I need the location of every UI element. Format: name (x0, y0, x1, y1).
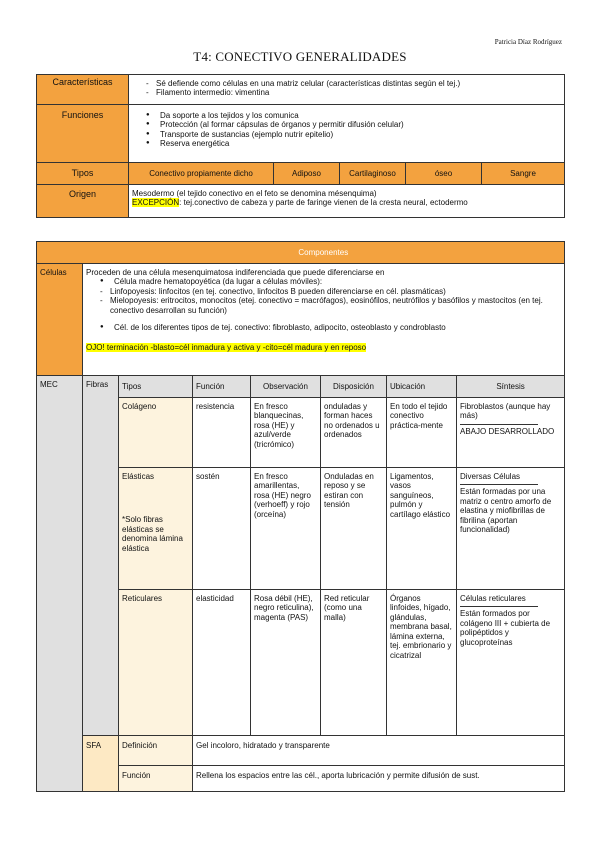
ojo-note: OJO! terminación -blasto=cél inmadura y activa y -cito=cél madura y en reposo (86, 342, 367, 352)
row-funciones (37, 105, 565, 163)
disposicion-cell: Red reticular (como una malla) (321, 590, 387, 736)
sintesis-body: Están formados por colágeno III + cubierta de polipéptidos y glucoproteínas (460, 609, 551, 647)
celulas-label: Células (37, 264, 83, 376)
ubicacion-cell: Órganos linfoides, hígado, glándulas, membrana basal, lámina externa, tej. embrionario y cicatrizal (387, 590, 457, 736)
sintesis-divider (460, 424, 538, 425)
exception-text: : tej.conectivo de cabeza y parte de faringe vienen de la cresta neural, ectodermo (179, 198, 468, 208)
observacion-cell: En fresco amarillentas, rosa (HE) negro (verhoeff) y rojo (orceína) (251, 468, 321, 590)
elasticas-note: *Solo fibras elásticas se denomina lámina elástica (122, 515, 183, 553)
sintesis-cell (457, 468, 565, 590)
tipo-sangre: Sangre (482, 163, 565, 185)
tipo-cartilaginoso: Cartilaginoso (340, 163, 406, 185)
funciones-content (129, 105, 565, 163)
col-sintesis: Síntesis (457, 376, 565, 398)
list-item: ● Transporte de sustancias (ejemplo nutrir epitelio) (146, 130, 561, 139)
funcion-value: Rellena los espacios entre las cél., aporta lubricación y permite difusión de sust. (193, 766, 565, 792)
definicion-value: Gel incoloro, hidratado y transparente (193, 736, 565, 766)
funcion-cell: resistencia (193, 398, 251, 468)
col-disposicion: Disposición (321, 376, 387, 398)
tipo-adiposo: Adiposo (274, 163, 340, 185)
fibras-label: Fibras (83, 376, 119, 736)
observacion-cell: Rosa débil (HE), negro reticulina), magenta (PAS) (251, 590, 321, 736)
author-name: Patricia Díaz Rodríguez (494, 38, 562, 46)
sintesis-divider (460, 484, 538, 485)
row-celulas (37, 264, 565, 376)
col-funcion: Función (193, 376, 251, 398)
exception-label: EXCEPCIÓN (132, 198, 180, 208)
observacion-cell: En fresco blanquecinas, rosa (HE) y azul/verde (tricrómico) (251, 398, 321, 468)
row-caracteristicas (37, 75, 565, 105)
overview-table (36, 74, 565, 218)
funcion-cell: sostén (193, 468, 251, 590)
sintesis-cell (457, 590, 565, 736)
origen-content (129, 185, 565, 218)
col-ubicacion: Ubicación (387, 376, 457, 398)
mec-label: MEC (37, 376, 83, 792)
sintesis-title: Fibroblastos (aunque hay más) (460, 402, 551, 421)
tipo-colageno: Colágeno (119, 398, 193, 468)
sintesis-body: ABAJO DESARROLLADO (460, 426, 555, 436)
funcion-label: Función (119, 766, 193, 792)
list-item: ● Célula madre hematopoyética (da lugar a células móviles): (100, 277, 561, 286)
components-header-row (37, 242, 565, 264)
disposicion-cell: onduladas y forman haces no ordenados u ordenados (321, 398, 387, 468)
list-item: ● Cél. de los diferentes tipos de tej. conectivo: fibroblasto, adipocito, osteoblasto y condroblasto (100, 323, 561, 332)
caracteristicas-content (129, 75, 565, 105)
components-table (36, 241, 565, 792)
celulas-intro: Proceden de una célula mesenquimatosa indiferenciada que puede diferenciarse en (86, 268, 385, 277)
funcion-cell: elasticidad (193, 590, 251, 736)
tipo-reticulares: Reticulares (119, 590, 193, 736)
col-tipos: Tipos (119, 376, 193, 398)
list-item: ● Protección (al formar cápsulas de órganos y permitir difusión celular) (146, 120, 561, 129)
caracteristicas-label: Características (37, 75, 129, 105)
sintesis-body: Están formadas por una matriz o centro amorfo de elastina y miofibrillas de fibrilina (aportan funcionalidad) (460, 487, 552, 535)
definicion-label: Definición (119, 736, 193, 766)
sintesis-title: Células reticulares (460, 594, 526, 603)
tipo-conectivo: Conectivo propiamente dicho (129, 163, 274, 185)
list-item: ● Da soporte a los tejidos y los comunica (146, 111, 561, 120)
tipo-oseo: óseo (406, 163, 482, 185)
sintesis-cell (457, 398, 565, 468)
tipo-elasticas: Elásticas (122, 472, 155, 481)
celulas-content (83, 264, 565, 376)
ubicacion-cell: Ligamentos, vasos sanguíneos, pulmón y cartílago elástico (387, 468, 457, 590)
list-item: - Mielopoyesis: eritrocitos, monocitos (etej. conectivo = macrófagos), eosinófilos, neutrófilos y basófilos y mastocitos (en tej. conectivo desarrollan su función) (100, 296, 561, 315)
mec-header-row (37, 376, 565, 398)
list-item: - Filamento intermedio: vimentina (146, 88, 561, 97)
sfa-definicion-row (37, 736, 565, 766)
list-item: - Sé defiende como células en una matriz celular (características distintas según el tej.) (146, 79, 561, 88)
origen-line: Mesodermo (el tejido conectivo en el feto se denomina mésenquima) (132, 189, 377, 198)
tipos-label: Tipos (37, 163, 129, 185)
disposicion-cell: Onduladas en reposo y se estiran con tensión (321, 468, 387, 590)
list-item: - Linfopoyesis: linfocitos (en tej. conectivo, linfocitos B pueden diferenciarse en cél. plasmáticas) (100, 287, 561, 296)
tipo-elasticas-cell (119, 468, 193, 590)
page-title: T4: CONECTIVO GENERALIDADES (193, 49, 407, 64)
row-tipos (37, 163, 565, 185)
funciones-label: Funciones (37, 105, 129, 163)
components-header: Componentes (83, 242, 565, 264)
list-item: ● Reserva energética (146, 139, 561, 148)
sfa-label: SFA (83, 736, 119, 792)
sintesis-title: Diversas Células (460, 472, 521, 481)
origen-label: Origen (37, 185, 129, 218)
ubicacion-cell: En todo el tejido conectivo práctica-mente (387, 398, 457, 468)
row-origen (37, 185, 565, 218)
col-observacion: Observación (251, 376, 321, 398)
sintesis-divider (460, 606, 538, 607)
